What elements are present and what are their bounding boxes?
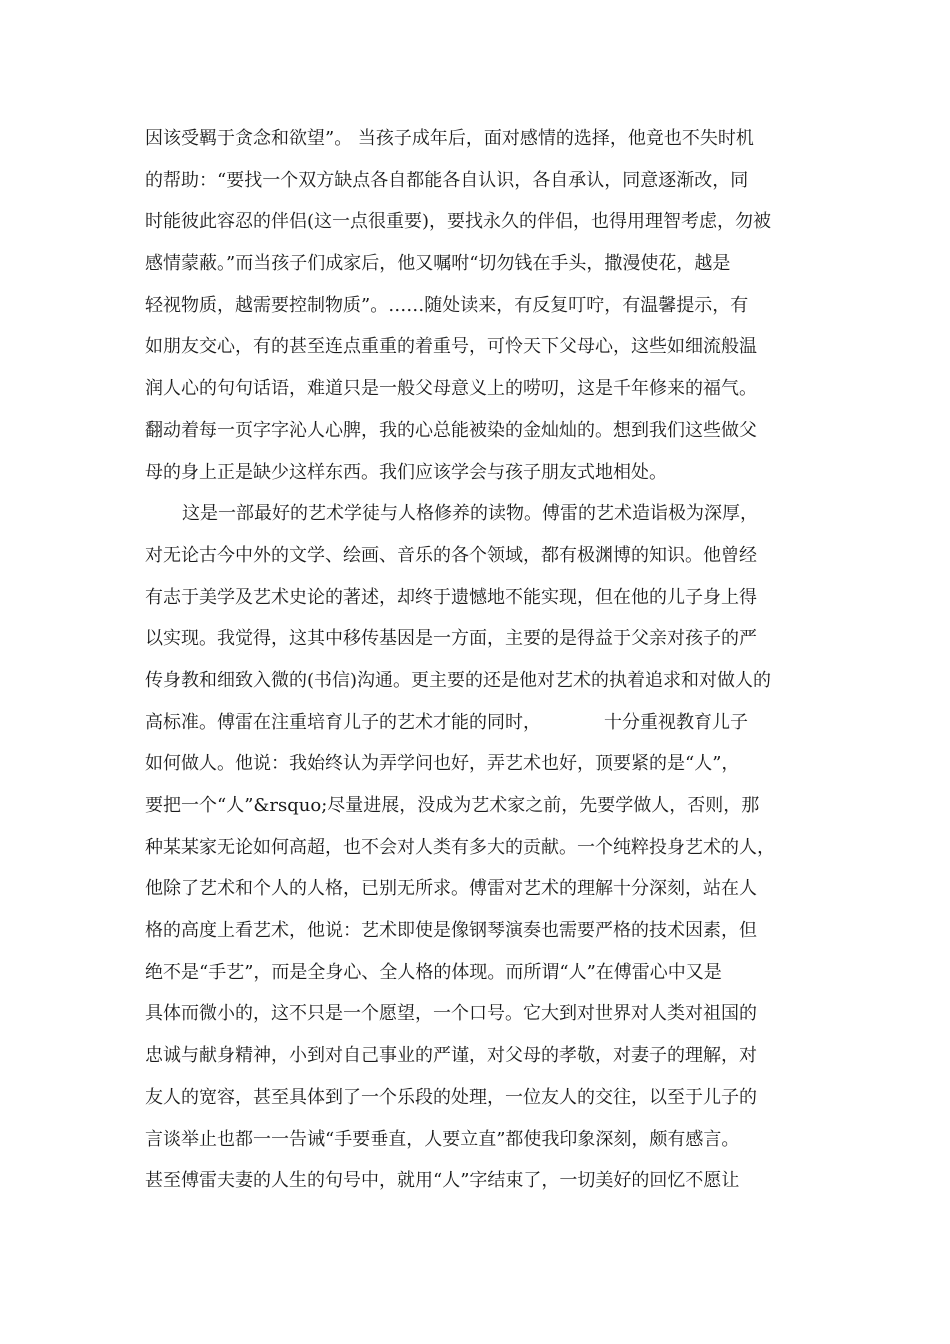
text-line: 轻视物质，越需要控制物质”。……随处读来，有反复叮咛，有温馨提示，有 (145, 294, 749, 316)
text-line: 要把一个“人”&rsquo;尽量进展，没成为艺术家之前，先要学做人，否则，那 (145, 795, 760, 816)
text-line: 因该受羁于贪念和欲望”。 当孩子成年后，面对感情的选择，他竟也不失时机 (145, 128, 754, 149)
text-line: 时能彼此容忍的伴侣(这一点很重要)，要找永久的伴侣，也得用理智考虑，勿被 (145, 211, 772, 233)
text-line: 种某某家无论如何高超，也不会对人类有多大的贡献。一个纯粹投身艺术的人， (145, 836, 775, 858)
text-line: 友人的宽容，甚至具体到了一个乐段的处理，一位友人的交往，以至于儿子的 (145, 1086, 757, 1108)
text-line: 传身教和细致入微的(书信)沟通。更主要的还是他对艺术的执着追求和对做人的 (145, 669, 772, 691)
text-line: 有志于美学及艺术史论的著述，却终于遗憾地不能实现，但在他的儿子身上得 (145, 586, 757, 608)
text-line: 母的身上正是缺少这样东西。我们应该学会与孩子朋友式地相处。 (145, 461, 667, 483)
text-line: 忠诚与献身精神，小到对自己事业的严谨，对父母的孝敬，对妻子的理解，对 (145, 1045, 757, 1067)
paragraph-start-line: 这是一部最好的艺术学徒与人格修养的读物。傅雷的艺术造诣极为深厚， (182, 503, 758, 525)
text-line: 对无论古今中外的文学、绘画、音乐的各个领域，都有极渊博的知识。他曾经 (145, 544, 757, 566)
body-text (145, 118, 815, 1202)
text-line: 翻动着每一页字字沁人心脾，我的心总能被染的金灿灿的。想到我们这些做父 (145, 419, 757, 441)
text-line: 甚至傅雷夫妻的人生的句号中，就用“人”字结束了，一切美好的回忆不愿让 (145, 1170, 740, 1192)
text-line: 绝不是“手艺”，而是全身心、全人格的体现。而所谓“人”在傅雷心中又是 (145, 961, 722, 983)
text-line: 润人心的句句话语，难道只是一般父母意义上的唠叨，这是千年修来的福气。 (145, 378, 757, 400)
text-line: 具体而微小的，这不只是一个愿望，一个口号。它大到对世界对人类对祖国的 (145, 1003, 757, 1025)
text-line: 感情蒙蔽。”而当孩子们成家后，他又嘱咐“切勿钱在手头，撒漫使花，越是 (145, 253, 731, 275)
text-line: 的帮助：“要找一个双方缺点各自都能各自认识，各自承认，同意逐渐改，同 (145, 169, 749, 191)
text-line: 如朋友交心，有的甚至连点重重的着重号，可怜天下父母心，这些如细流般温 (145, 336, 757, 358)
text-line: 以实现。我觉得，这其中移传基因是一方面，主要的是得益于父亲对孩子的严 (145, 628, 757, 650)
text-line: 他除了艺术和个人的人格，已别无所求。傅雷对艺术的理解十分深刻，站在人 (145, 878, 757, 900)
text-line: 格的高度上看艺术，他说：艺术即使是像钢琴演奏也需要严格的技术因素，但 (145, 920, 757, 942)
text-line: 高标准。傅雷在注重培育儿子的艺术才能的同时， 十分重视教育儿子 (145, 711, 748, 733)
text-line: 言谈举止也都一一告诫“手要垂直，人要立直”都使我印象深刻，颇有感言。 (145, 1128, 740, 1150)
text-line: 如何做人。他说：我始终认为弄学问也好，弄艺术也好，顶要紧的是“人”， (145, 753, 740, 775)
